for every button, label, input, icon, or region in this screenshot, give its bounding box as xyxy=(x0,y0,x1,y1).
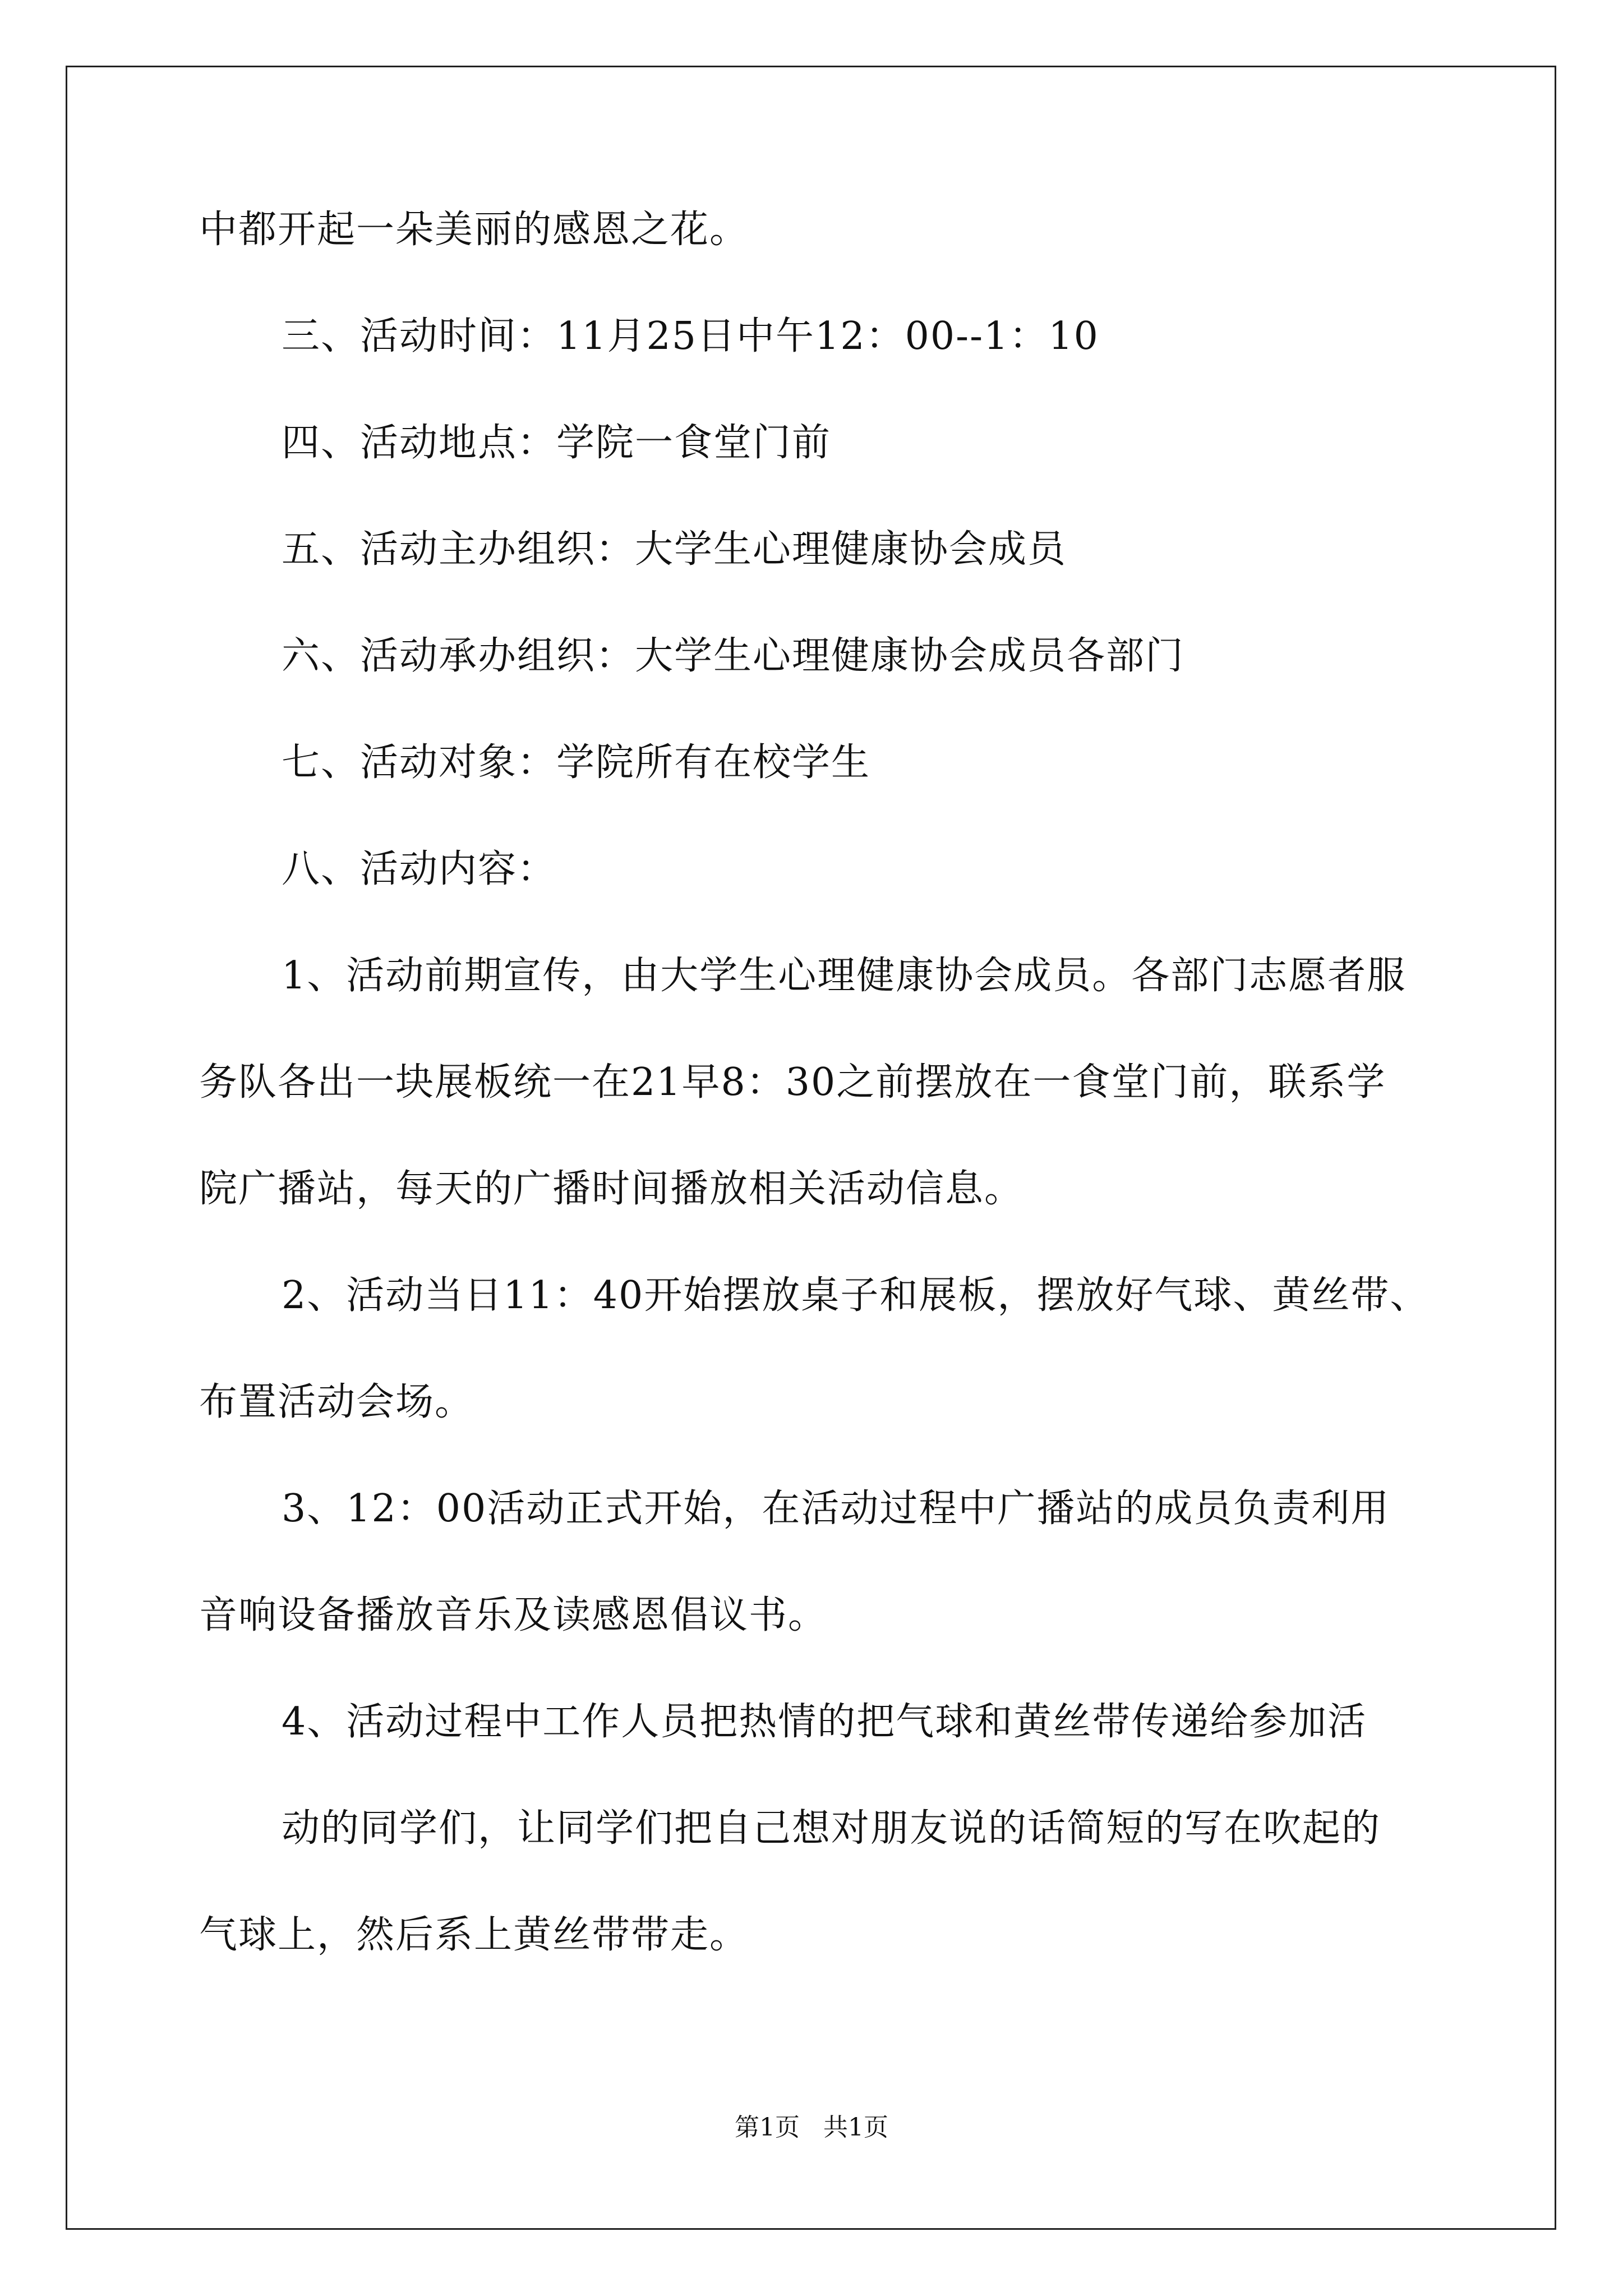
text-line: 音响设备播放音乐及读感恩倡议书。 xyxy=(199,1593,828,1637)
text-line: 3、12：00活动正式开始，在活动过程中广播站的成员负责利用 xyxy=(282,1487,1390,1531)
page-border xyxy=(66,66,1556,2230)
page-number-footer: 第1页 共1页 xyxy=(735,2113,888,2142)
text-line: 动的同学们，让同学们把自己想对朋友说的话简短的写在吹起的 xyxy=(282,1806,1381,1851)
text-line: 八、活动内容： xyxy=(282,847,557,891)
text-line: 五、活动主办组织：大学生心理健康协会成员 xyxy=(282,527,1067,572)
text-line: 中都开起一朵美丽的感恩之花。 xyxy=(199,208,749,252)
text-line: 气球上，然后系上黄丝带带走。 xyxy=(199,1913,749,1957)
text-line: 六、活动承办组织：大学生心理健康协会成员各部门 xyxy=(282,634,1185,678)
text-line: 2、活动当日11：40开始摆放桌子和展板，摆放好气球、黄丝带、 xyxy=(282,1273,1430,1318)
text-line: 三、活动时间：11月25日中午12：00--1：10 xyxy=(282,314,1099,358)
text-line: 1、活动前期宣传，由大学生心理健康协会成员。各部门志愿者服 xyxy=(282,954,1407,998)
text-line: 七、活动对象：学院所有在校学生 xyxy=(282,740,871,785)
text-line: 四、活动地点：学院一食堂门前 xyxy=(282,421,832,465)
text-line: 4、活动过程中工作人员把热情的把气球和黄丝带传递给参加活 xyxy=(282,1700,1367,1744)
text-line: 务队各出一块展板统一在21早8：30之前摆放在一食堂门前，联系学 xyxy=(199,1060,1386,1105)
text-line: 布置活动会场。 xyxy=(199,1380,474,1424)
text-line: 院广播站，每天的广播时间播放相关活动信息。 xyxy=(199,1167,1024,1211)
